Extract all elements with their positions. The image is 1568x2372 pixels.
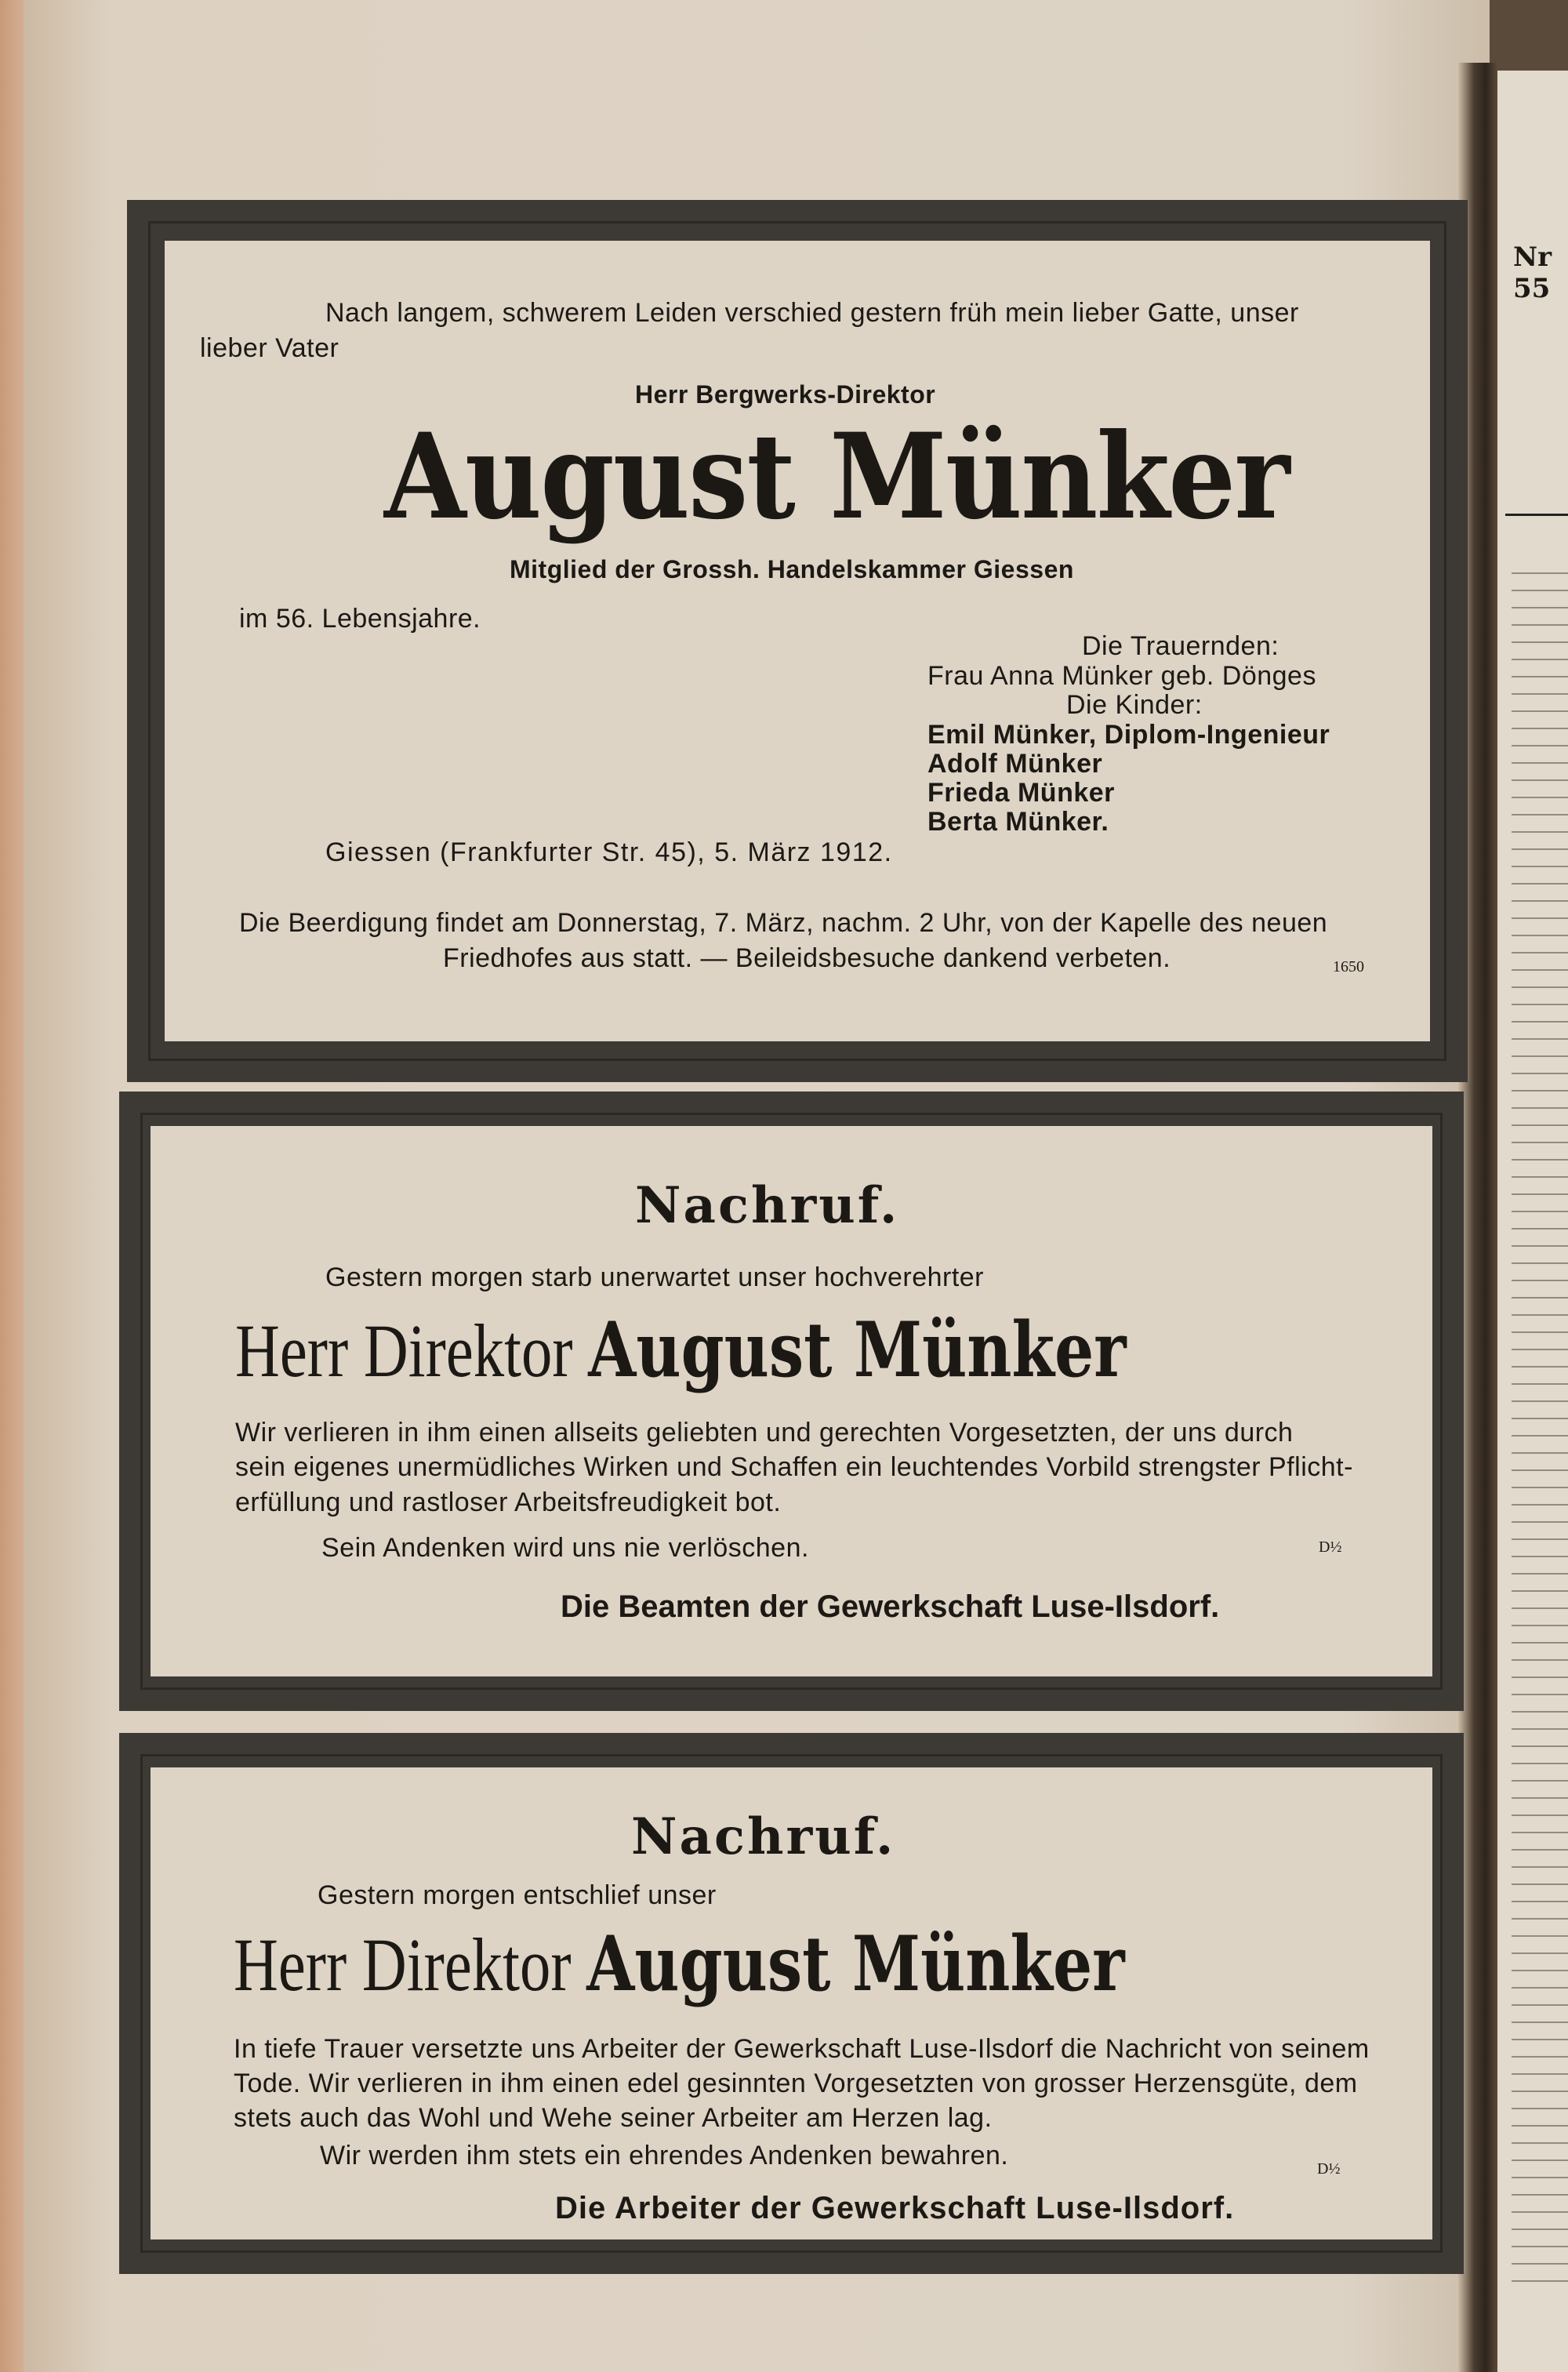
notice1-children-heading: Die Kinder: [1066, 690, 1203, 720]
notice1-widow: Frau Anna Münker geb. Dönges [927, 661, 1316, 691]
next-page-rule [1505, 514, 1568, 516]
notice1-child: Adolf Münker [927, 749, 1103, 779]
notice1-place-date: Giessen (Frankfurter Str. 45), 5. März 1912. [325, 837, 893, 867]
notice1-mourners-heading: Die Trauernden: [1082, 631, 1279, 661]
next-page-text-column [1512, 572, 1568, 2298]
notice2-closing: Sein Andenken wird uns nie verlöschen. [321, 1533, 809, 1563]
notice1-reference: 1650 [1333, 958, 1364, 975]
notice2-body-line3: erfüllung und rastloser Arbeitsfreudigkeit bot. [235, 1487, 782, 1517]
notice3-signature: Die Arbeiter der Gewerkschaft Luse-Ilsdorf. [555, 2191, 1235, 2225]
notice2-signature: Die Beamten der Gewerkschaft Luse-Ilsdorf. [561, 1589, 1220, 1624]
notice3-reference: D½ [1317, 2160, 1341, 2178]
notice1-intro-line2: lieber Vater [200, 333, 339, 363]
notice2-intro: Gestern morgen starb unerwartet unser hochverehrter [325, 1262, 985, 1292]
notice1-funeral-line2: Friedhofes aus statt. — Beileidsbesuche dankend verbeten. [443, 943, 1171, 973]
next-page-number: Nr 55 [1513, 242, 1552, 304]
notice3-closing: Wir werden ihm stets ein ehrendes Andenken bewahren. [320, 2141, 1009, 2170]
notice3-body-line1: In tiefe Trauer versetzte uns Arbeiter der Gewerkschaft Luse-Ilsdorf die Nachricht von seinem [234, 2034, 1370, 2064]
notice3-body-line3: stets auch das Wohl und Wehe seiner Arbeiter am Herzen lag. [234, 2103, 993, 2133]
notice1-funeral-line1: Die Beerdigung findet am Donnerstag, 7. März, nachm. 2 Uhr, von der Kapelle des neuen [239, 908, 1328, 938]
notice1-membership: Mitglied der Grossh. Handelskammer Giessen [510, 555, 1074, 583]
notice1-name: August Münker [384, 408, 1289, 546]
notice3-name-line [234, 1920, 1125, 2008]
notice1-child: Emil Münker, Diplom-Ingenieur [927, 720, 1330, 750]
notice1-title: Herr Bergwerks-Direktor [635, 380, 936, 409]
notice2-body-line1: Wir verlieren in ihm einen allseits geliebten und gerechten Vorgesetzten, der uns durch [235, 1418, 1294, 1448]
next-page-fragment [1497, 71, 1568, 2372]
notice2-name-line [235, 1306, 1127, 1394]
notice2-herr: Herr Direktor [235, 1309, 573, 1393]
notice2-body-line2: sein eigenes unermüdliches Wirken und Schaffen ein leuchtendes Vorbild strengster Pflicht- [235, 1452, 1353, 1482]
notice2-name: August Münker [588, 1306, 1127, 1394]
notice2-heading: Nachruf. [635, 1176, 900, 1235]
notice1-intro-line1: Nach langem, schwerem Leiden verschied gestern früh mein lieber Gatte, unser [325, 298, 1299, 328]
notice2-reference: D½ [1319, 1538, 1342, 1556]
notice1-child: Berta Münker. [927, 807, 1109, 837]
notice1-child: Frieda Münker [927, 778, 1115, 808]
notice3-name: August Münker [586, 1920, 1125, 2008]
notice1-age: im 56. Lebensjahre. [239, 604, 481, 634]
notice3-heading: Nachruf. [631, 1807, 896, 1866]
notice3-body-line2: Tode. Wir verlieren in ihm einen edel gesinnten Vorgesetzten von grosser Herzensgüte, dem [234, 2069, 1358, 2098]
notice3-intro: Gestern morgen entschlief unser [318, 1880, 717, 1910]
notice3-herr: Herr Direktor [234, 1923, 572, 2007]
